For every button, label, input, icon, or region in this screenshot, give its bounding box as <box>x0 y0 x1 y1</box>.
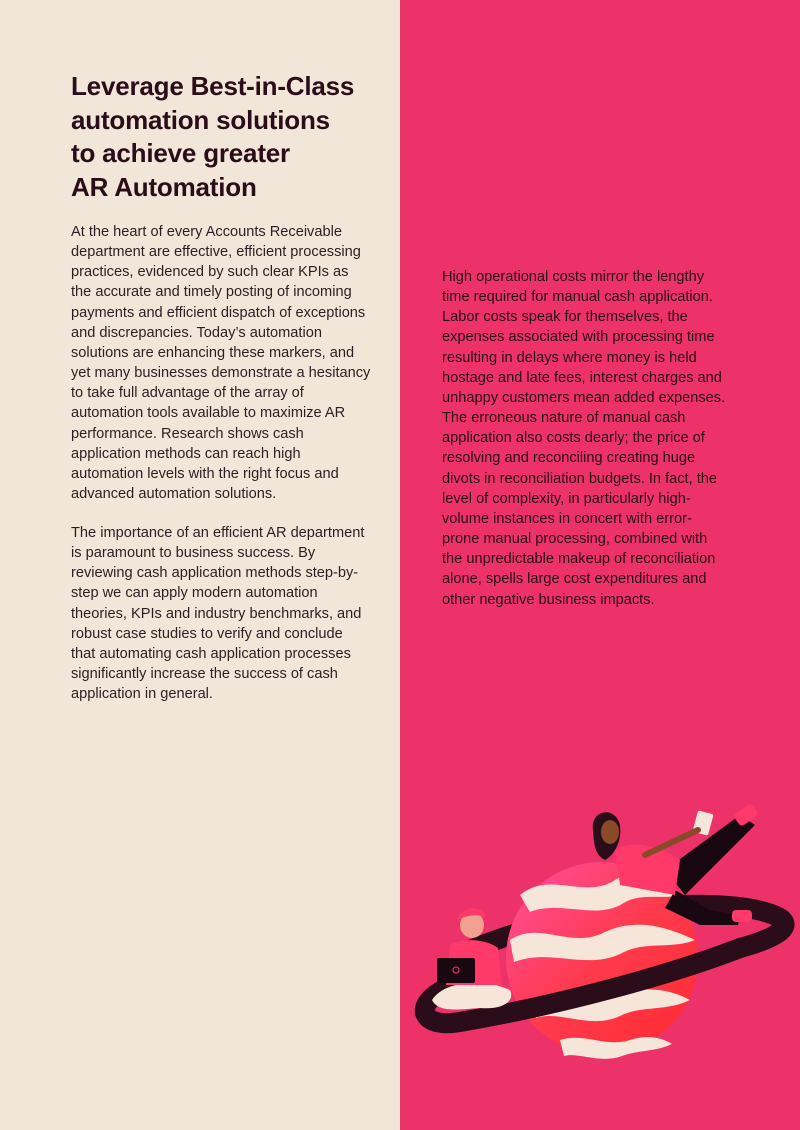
woman-face <box>601 820 619 844</box>
text-line: payments and efficient dispatch of exceptions <box>71 304 366 321</box>
text-line: theories, KPIs and industry benchmarks, and <box>71 605 362 622</box>
title-line: to achieve greater <box>71 138 290 168</box>
text-line: prone manual processing, combined with <box>442 531 708 548</box>
woman-arm <box>645 830 698 855</box>
text-line: other negative business impacts. <box>442 591 655 608</box>
text-line: automation levels with the right focus and <box>71 465 339 482</box>
text-line: that automating cash application processes <box>71 645 351 662</box>
text-line: automation tools available to maximize AR <box>71 405 346 422</box>
costs-paragraph <box>442 267 725 610</box>
text-line: application in general. <box>71 686 213 703</box>
text-line: The importance of an efficient AR department <box>71 525 365 541</box>
text-line: application methods can reach high <box>71 445 301 462</box>
text-line: reviewing cash application methods step-by- <box>71 565 359 582</box>
laptop-icon <box>437 958 475 983</box>
text-line: advanced automation solutions. <box>71 486 277 503</box>
text-line: is paramount to business success. By <box>71 545 316 562</box>
text-line: alone, spells large cost expenditures and <box>442 571 707 588</box>
text-line: performance. Research shows cash <box>71 425 304 442</box>
importance-paragraph <box>71 523 364 704</box>
text-line: resolving and reconciling creating huge <box>442 450 696 467</box>
text-line: yet many businesses demonstrate a hesitancy <box>71 365 371 382</box>
text-line: The erroneous nature of manual cash <box>442 410 686 427</box>
text-line: divots in reconciliation budgets. In fact, the <box>442 470 718 487</box>
title-line: AR Automation <box>71 171 257 202</box>
woman-shoe <box>732 910 752 922</box>
text-line: At the heart of every Accounts Receivable <box>71 224 342 240</box>
text-line: and discrepancies. Today’s automation <box>71 324 322 341</box>
title-line: Leverage Best-in-Class <box>71 71 355 101</box>
intro-paragraph <box>71 222 370 504</box>
title-line: automation solutions <box>71 104 330 135</box>
text-line: expenses associated with processing time <box>442 329 715 346</box>
text-line: volume instances in concert with error- <box>442 510 692 527</box>
text-line: step we can apply modern automation <box>71 585 318 602</box>
text-line: High operational costs mirror the lengthy <box>442 269 705 285</box>
planet-with-people-illustration <box>410 800 800 1130</box>
text-line: the accurate and timely posting of incoming <box>71 284 352 301</box>
text-line: resulting in delays where money is held <box>442 349 697 366</box>
text-line: unhappy customers mean added expenses. <box>442 389 726 406</box>
text-line: department are effective, efficient processing <box>71 244 361 261</box>
text-line: robust case studies to verify and conclude <box>71 625 343 642</box>
text-line: to take full advantage of the array of <box>71 385 304 402</box>
page-title <box>71 70 391 204</box>
text-line: the unpredictable makeup of reconciliation <box>442 551 716 568</box>
text-line: practices, evidenced by such clear KPIs as <box>71 264 349 281</box>
text-line: significantly increase the success of cash <box>71 666 338 683</box>
text-line: hostage and late fees, interest charges and <box>442 369 722 386</box>
text-line: time required for manual cash application. <box>442 289 713 306</box>
text-line: level of complexity, in particularly high- <box>442 490 691 507</box>
text-line: Labor costs speak for themselves, the <box>442 309 688 326</box>
text-line: solutions are enhancing these markers, and <box>71 344 355 361</box>
text-line: application also costs dearly; the price of <box>442 430 705 447</box>
